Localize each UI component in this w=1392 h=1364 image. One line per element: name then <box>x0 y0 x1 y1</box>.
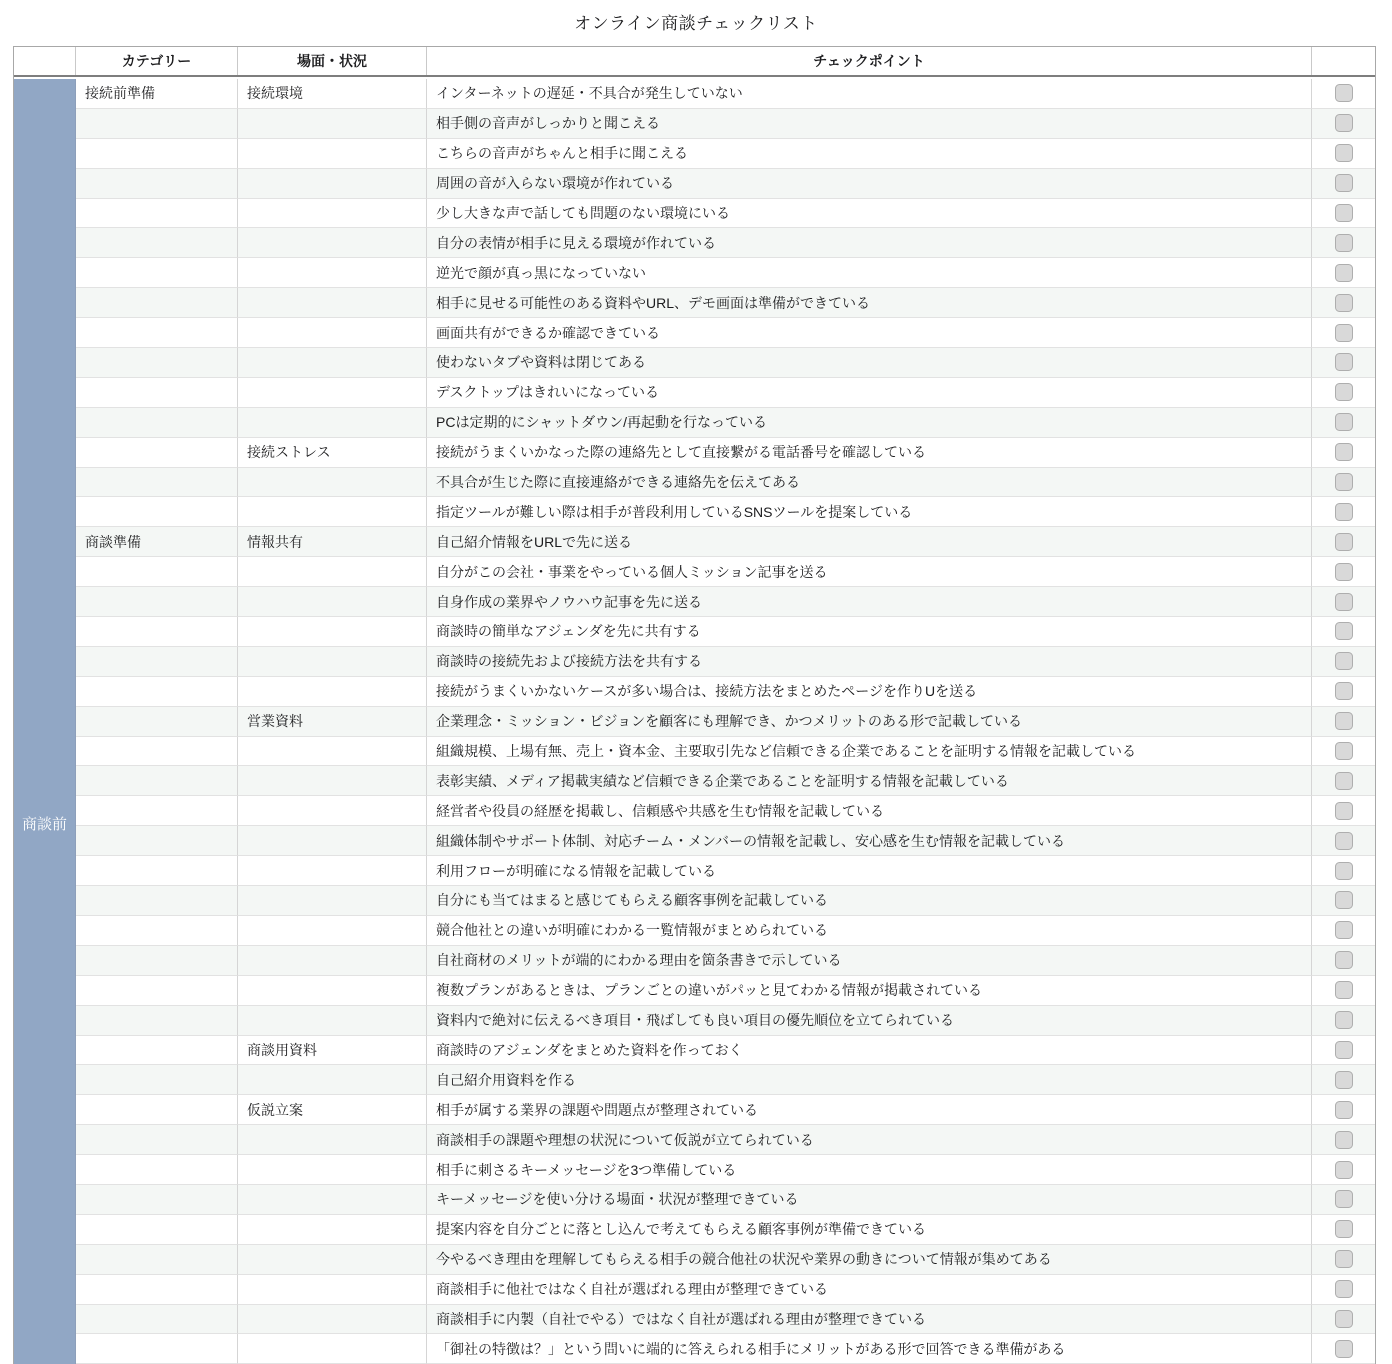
table-row <box>76 946 1375 976</box>
table-row <box>76 677 1375 707</box>
scene-cell: 接続ストレス <box>238 438 427 468</box>
row-checkbox[interactable] <box>1335 1340 1353 1358</box>
category-cell <box>76 497 238 527</box>
category-cell <box>76 1215 238 1245</box>
scene-cell <box>238 976 427 1006</box>
checkpoint-cell: 相手側の音声がしっかりと聞こえる <box>427 109 1312 139</box>
row-checkbox[interactable] <box>1335 593 1353 611</box>
table-row <box>76 557 1375 587</box>
table-row <box>76 617 1375 647</box>
category-cell: 商談準備 <box>76 527 238 557</box>
checkpoint-cell: 自社商材のメリットが端的にわかる理由を箇条書きで示している <box>427 946 1312 976</box>
checkpoint-cell: 今やるべき理由を理解してもらえる相手の競合他社の状況や業界の動きについて情報が集めてある <box>427 1245 1312 1275</box>
checkbox-cell <box>1312 258 1375 288</box>
row-checkbox[interactable] <box>1335 1041 1353 1059</box>
table-row <box>76 826 1375 856</box>
scene-cell <box>238 1275 427 1305</box>
table-row <box>76 199 1375 229</box>
category-cell <box>76 587 238 617</box>
scene-cell <box>238 916 427 946</box>
checkpoint-cell: デスクトップはきれいになっている <box>427 378 1312 408</box>
checkbox-cell <box>1312 1036 1375 1066</box>
category-cell <box>76 288 238 318</box>
checkpoint-cell: 組織規模、上場有無、売上・資本金、主要取引先など信頼できる企業であることを証明する情報を記載している <box>427 737 1312 767</box>
checkpoint-cell: 経営者や役員の経歴を掲載し、信頼感や共感を生む情報を記載している <box>427 796 1312 826</box>
category-cell <box>76 617 238 647</box>
phase-band <box>14 79 76 1364</box>
checkpoint-cell: 商談相手に他社ではなく自社が選ばれる理由が整理できている <box>427 1275 1312 1305</box>
row-checkbox[interactable] <box>1335 114 1353 132</box>
category-cell <box>76 976 238 1006</box>
checkbox-cell <box>1312 766 1375 796</box>
row-checkbox[interactable] <box>1335 981 1353 999</box>
row-checkbox[interactable] <box>1335 1071 1353 1089</box>
category-cell <box>76 766 238 796</box>
checkpoint-cell: 接続がうまくいかなった際の連絡先として直接繋がる電話番号を確認している <box>427 438 1312 468</box>
column-header-scene: 場面・状況 <box>238 47 427 75</box>
checkpoint-cell: 「御社の特徴は？」という問いに端的に答えられる相手にメリットがある形で回答できる準備がある <box>427 1334 1312 1364</box>
scene-cell <box>238 886 427 916</box>
scene-cell <box>238 766 427 796</box>
row-checkbox[interactable] <box>1335 174 1353 192</box>
checkpoint-cell: こちらの音声がちゃんと相手に聞こえる <box>427 139 1312 169</box>
phase-band-label: 商談前 <box>21 816 67 833</box>
row-checkbox[interactable] <box>1335 353 1353 371</box>
scene-cell <box>238 1245 427 1275</box>
row-checkbox[interactable] <box>1335 413 1353 431</box>
column-header-checkpoint: チェックポイント <box>427 47 1312 75</box>
checkpoint-cell: 資料内で絶対に伝えるべき項目・飛ばしても良い項目の優先順位を立てられている <box>427 1006 1312 1036</box>
row-checkbox[interactable] <box>1335 622 1353 640</box>
checkpoint-cell: 画面共有ができるか確認できている <box>427 318 1312 348</box>
checkbox-cell <box>1312 826 1375 856</box>
category-cell <box>76 109 238 139</box>
category-cell <box>76 199 238 229</box>
checkpoint-cell: 複数プランがあるときは、プランごとの違いがパッと見てわかる情報が掲載されている <box>427 976 1312 1006</box>
table-row <box>76 79 1375 109</box>
scene-cell <box>238 826 427 856</box>
scene-cell: 接続環境 <box>238 79 427 109</box>
category-cell <box>76 378 238 408</box>
row-checkbox[interactable] <box>1335 443 1353 461</box>
table-row <box>76 1065 1375 1095</box>
checkbox-cell <box>1312 468 1375 498</box>
scene-cell <box>238 348 427 378</box>
table-row <box>76 109 1375 139</box>
category-cell <box>76 468 238 498</box>
checkbox-cell <box>1312 1215 1375 1245</box>
category-cell <box>76 557 238 587</box>
checkbox-cell <box>1312 647 1375 677</box>
checkbox-cell <box>1312 976 1375 1006</box>
scene-cell <box>238 617 427 647</box>
checkpoint-cell: インターネットの遅延・不具合が発生していない <box>427 79 1312 109</box>
scene-cell <box>238 109 427 139</box>
checkpoint-cell: 自身作成の業界やノウハウ記事を先に送る <box>427 587 1312 617</box>
row-checkbox[interactable] <box>1335 951 1353 969</box>
scene-cell <box>238 139 427 169</box>
table-row <box>76 378 1375 408</box>
row-checkbox[interactable] <box>1335 921 1353 939</box>
checkpoint-cell: 不具合が生じた際に直接連絡ができる連絡先を伝えてある <box>427 468 1312 498</box>
category-cell <box>76 1155 238 1185</box>
checkpoint-cell: 利用フローが明確になる情報を記載している <box>427 856 1312 886</box>
row-checkbox[interactable] <box>1335 772 1353 790</box>
checkpoint-cell: 商談時の接続先および接続方法を共有する <box>427 647 1312 677</box>
scene-cell <box>238 169 427 199</box>
checkpoint-cell: 提案内容を自分ごとに落とし込んで考えてもらえる顧客事例が準備できている <box>427 1215 1312 1245</box>
row-checkbox[interactable] <box>1335 1220 1353 1238</box>
checkpoint-cell: 商談時のアジェンダをまとめた資料を作っておく <box>427 1036 1312 1066</box>
scene-cell <box>238 677 427 707</box>
row-checkbox[interactable] <box>1335 862 1353 880</box>
row-checkbox[interactable] <box>1335 1011 1353 1029</box>
table-row <box>76 139 1375 169</box>
scene-cell <box>238 1006 427 1036</box>
scene-cell <box>238 1185 427 1215</box>
scene-cell <box>238 1065 427 1095</box>
checkpoint-cell: 相手に刺さるキーメッセージを3つ準備している <box>427 1155 1312 1185</box>
checklist-table <box>13 46 1376 1364</box>
checkbox-cell <box>1312 109 1375 139</box>
checkbox-cell <box>1312 228 1375 258</box>
table-row <box>76 1095 1375 1125</box>
category-cell <box>76 1334 238 1364</box>
category-cell <box>76 1245 238 1275</box>
category-cell <box>76 677 238 707</box>
row-checkbox[interactable] <box>1335 1310 1353 1328</box>
table-row <box>76 1245 1375 1275</box>
checkbox-cell <box>1312 1006 1375 1036</box>
category-cell <box>76 1185 238 1215</box>
scene-cell <box>238 1334 427 1364</box>
table-row <box>76 318 1375 348</box>
checkpoint-cell: 自分がこの会社・事業をやっている個人ミッション記事を送る <box>427 557 1312 587</box>
checkbox-cell <box>1312 408 1375 438</box>
category-cell <box>76 438 238 468</box>
checkbox-cell <box>1312 1155 1375 1185</box>
category-cell <box>76 1006 238 1036</box>
row-checkbox[interactable] <box>1335 1161 1353 1179</box>
checkbox-cell <box>1312 856 1375 886</box>
table-row <box>76 737 1375 767</box>
checkbox-cell <box>1312 139 1375 169</box>
checkbox-cell <box>1312 886 1375 916</box>
checkbox-cell <box>1312 587 1375 617</box>
category-cell <box>76 228 238 258</box>
row-checkbox[interactable] <box>1335 712 1353 730</box>
category-cell <box>76 1095 238 1125</box>
checkpoint-cell: 商談相手の課題や理想の状況について仮説が立てられている <box>427 1125 1312 1155</box>
table-row <box>76 766 1375 796</box>
scene-cell: 仮説立案 <box>238 1095 427 1125</box>
checkbox-cell <box>1312 946 1375 976</box>
scene-cell <box>238 1125 427 1155</box>
row-checkbox[interactable] <box>1335 144 1353 162</box>
scene-cell <box>238 856 427 886</box>
row-checkbox[interactable] <box>1335 1101 1353 1119</box>
checkpoint-cell: 自分にも当てはまると感じてもらえる顧客事例を記載している <box>427 886 1312 916</box>
checkbox-cell <box>1312 1125 1375 1155</box>
checkbox-cell <box>1312 916 1375 946</box>
scene-cell <box>238 587 427 617</box>
phase-column-header <box>14 47 76 75</box>
checkpoint-cell: 自己紹介用資料を作る <box>427 1065 1312 1095</box>
row-checkbox[interactable] <box>1335 503 1353 521</box>
table-header-row <box>14 47 1375 77</box>
category-cell <box>76 1125 238 1155</box>
row-checkbox[interactable] <box>1335 563 1353 581</box>
table-row <box>76 169 1375 199</box>
table-row <box>76 647 1375 677</box>
scene-cell <box>238 468 427 498</box>
checkbox-cell <box>1312 497 1375 527</box>
table-row <box>76 587 1375 617</box>
row-checkbox[interactable] <box>1335 533 1353 551</box>
checkbox-cell <box>1312 438 1375 468</box>
scene-cell: 情報共有 <box>238 527 427 557</box>
scene-cell <box>238 408 427 438</box>
checkbox-cell <box>1312 1305 1375 1335</box>
scene-cell <box>238 1215 427 1245</box>
table-row <box>76 1036 1375 1066</box>
category-cell <box>76 408 238 438</box>
checkbox-cell <box>1312 1185 1375 1215</box>
category-cell <box>76 946 238 976</box>
table-row <box>76 527 1375 557</box>
checkbox-cell <box>1312 707 1375 737</box>
checkpoint-cell: 自分の表情が相手に見える環境が作れている <box>427 228 1312 258</box>
checkpoint-cell: 少し大きな声で話しても問題のない環境にいる <box>427 199 1312 229</box>
column-header-category: カテゴリー <box>76 47 238 75</box>
checkbox-cell <box>1312 288 1375 318</box>
table-row <box>76 1185 1375 1215</box>
checkbox-cell <box>1312 1334 1375 1364</box>
scene-cell <box>238 1305 427 1335</box>
table-row <box>76 1215 1375 1245</box>
scene-cell <box>238 258 427 288</box>
category-cell <box>76 1275 238 1305</box>
table-row <box>76 1006 1375 1036</box>
category-cell <box>76 169 238 199</box>
scene-cell <box>238 378 427 408</box>
checkbox-cell <box>1312 1065 1375 1095</box>
row-checkbox[interactable] <box>1335 682 1353 700</box>
scene-cell <box>238 1155 427 1185</box>
table-row <box>76 288 1375 318</box>
table-row <box>76 258 1375 288</box>
scene-cell <box>238 288 427 318</box>
scene-cell <box>238 946 427 976</box>
checkbox-cell <box>1312 1275 1375 1305</box>
row-checkbox[interactable] <box>1335 652 1353 670</box>
checkbox-cell <box>1312 796 1375 826</box>
scene-cell <box>238 737 427 767</box>
row-checkbox[interactable] <box>1335 802 1353 820</box>
row-checkbox[interactable] <box>1335 742 1353 760</box>
row-checkbox[interactable] <box>1335 234 1353 252</box>
table-row <box>76 228 1375 258</box>
checkpoint-cell: 商談相手に内製（自社でやる）ではなく自社が選ばれる理由が整理できている <box>427 1305 1312 1335</box>
checkpoint-cell: キーメッセージを使い分ける場面・状況が整理できている <box>427 1185 1312 1215</box>
scene-cell: 営業資料 <box>238 707 427 737</box>
row-checkbox[interactable] <box>1335 84 1353 102</box>
checkpoint-cell: 相手が属する業界の課題や問題点が整理されている <box>427 1095 1312 1125</box>
table-row <box>76 796 1375 826</box>
checkbox-cell <box>1312 1095 1375 1125</box>
checkbox-column-header <box>1312 47 1375 75</box>
table-row <box>76 1125 1375 1155</box>
table-row <box>76 348 1375 378</box>
checkbox-cell <box>1312 348 1375 378</box>
row-checkbox[interactable] <box>1335 204 1353 222</box>
table-row <box>76 976 1375 1006</box>
checkpoint-cell: 指定ツールが難しい際は相手が普段利用しているSNSツールを提案している <box>427 497 1312 527</box>
checkbox-cell <box>1312 737 1375 767</box>
checkpoint-cell: 企業理念・ミッション・ビジョンを顧客にも理解でき、かつメリットのある形で記載している <box>427 707 1312 737</box>
row-checkbox[interactable] <box>1335 383 1353 401</box>
checkpoint-cell: 周囲の音が入らない環境が作れている <box>427 169 1312 199</box>
row-checkbox[interactable] <box>1335 1250 1353 1268</box>
category-cell <box>76 647 238 677</box>
row-checkbox[interactable] <box>1335 264 1353 282</box>
category-cell <box>76 737 238 767</box>
category-cell <box>76 139 238 169</box>
checkpoint-cell: 相手に見せる可能性のある資料やURL、デモ画面は準備ができている <box>427 288 1312 318</box>
table-row <box>76 1305 1375 1335</box>
checkpoint-cell: 使わないタブや資料は閉じてある <box>427 348 1312 378</box>
checkpoint-cell: PCは定期的にシャットダウン/再起動を行なっている <box>427 408 1312 438</box>
row-checkbox[interactable] <box>1335 324 1353 342</box>
checkpoint-cell: 競合他社との違いが明確にわかる一覧情報がまとめられている <box>427 916 1312 946</box>
checkbox-cell <box>1312 169 1375 199</box>
scene-cell <box>238 228 427 258</box>
checkpoint-cell: 表彰実績、メディア掲載実績など信頼できる企業であることを証明する情報を記載している <box>427 766 1312 796</box>
table-row <box>76 886 1375 916</box>
category-cell <box>76 318 238 348</box>
checkbox-cell <box>1312 557 1375 587</box>
category-cell <box>76 1065 238 1095</box>
scene-cell: 商談用資料 <box>238 1036 427 1066</box>
checkbox-cell <box>1312 199 1375 229</box>
table-body <box>76 79 1375 1364</box>
table-row <box>76 1275 1375 1305</box>
category-cell <box>76 1305 238 1335</box>
category-cell <box>76 886 238 916</box>
table-row <box>76 438 1375 468</box>
checkbox-cell <box>1312 677 1375 707</box>
category-cell <box>76 707 238 737</box>
row-checkbox[interactable] <box>1335 1190 1353 1208</box>
scene-cell <box>238 557 427 587</box>
category-cell <box>76 826 238 856</box>
category-cell <box>76 916 238 946</box>
table-row <box>76 707 1375 737</box>
category-cell <box>76 856 238 886</box>
scene-cell <box>238 199 427 229</box>
category-cell: 接続前準備 <box>76 79 238 109</box>
checkbox-cell <box>1312 617 1375 647</box>
checkpoint-cell: 自己紹介情報をURLで先に送る <box>427 527 1312 557</box>
table-row <box>76 468 1375 498</box>
table-row <box>76 497 1375 527</box>
category-cell <box>76 796 238 826</box>
table-row <box>76 1334 1375 1364</box>
table-row <box>76 916 1375 946</box>
row-checkbox[interactable] <box>1335 294 1353 312</box>
scene-cell <box>238 647 427 677</box>
checkpoint-cell: 商談時の簡単なアジェンダを先に共有する <box>427 617 1312 647</box>
scene-cell <box>238 497 427 527</box>
page-title: オンライン商談チェックリスト <box>574 14 818 33</box>
checkpoint-cell: 接続がうまくいかないケースが多い場合は、接続方法をまとめたページを作りUを送る <box>427 677 1312 707</box>
row-checkbox[interactable] <box>1335 891 1353 909</box>
row-checkbox[interactable] <box>1335 1280 1353 1298</box>
checkbox-cell <box>1312 527 1375 557</box>
checkpoint-cell: 逆光で顔が真っ黒になっていない <box>427 258 1312 288</box>
checkpoint-cell: 組織体制やサポート体制、対応チーム・メンバーの情報を記載し、安心感を生む情報を記載している <box>427 826 1312 856</box>
checkbox-cell <box>1312 79 1375 109</box>
scene-cell <box>238 318 427 348</box>
checkbox-cell <box>1312 378 1375 408</box>
scene-cell <box>238 796 427 826</box>
row-checkbox[interactable] <box>1335 832 1353 850</box>
table-row <box>76 856 1375 886</box>
row-checkbox[interactable] <box>1335 1131 1353 1149</box>
row-checkbox[interactable] <box>1335 473 1353 491</box>
category-cell <box>76 348 238 378</box>
checkbox-cell <box>1312 1245 1375 1275</box>
table-row <box>76 408 1375 438</box>
category-cell <box>76 258 238 288</box>
checkbox-cell <box>1312 318 1375 348</box>
table-row <box>76 1155 1375 1185</box>
category-cell <box>76 1036 238 1066</box>
